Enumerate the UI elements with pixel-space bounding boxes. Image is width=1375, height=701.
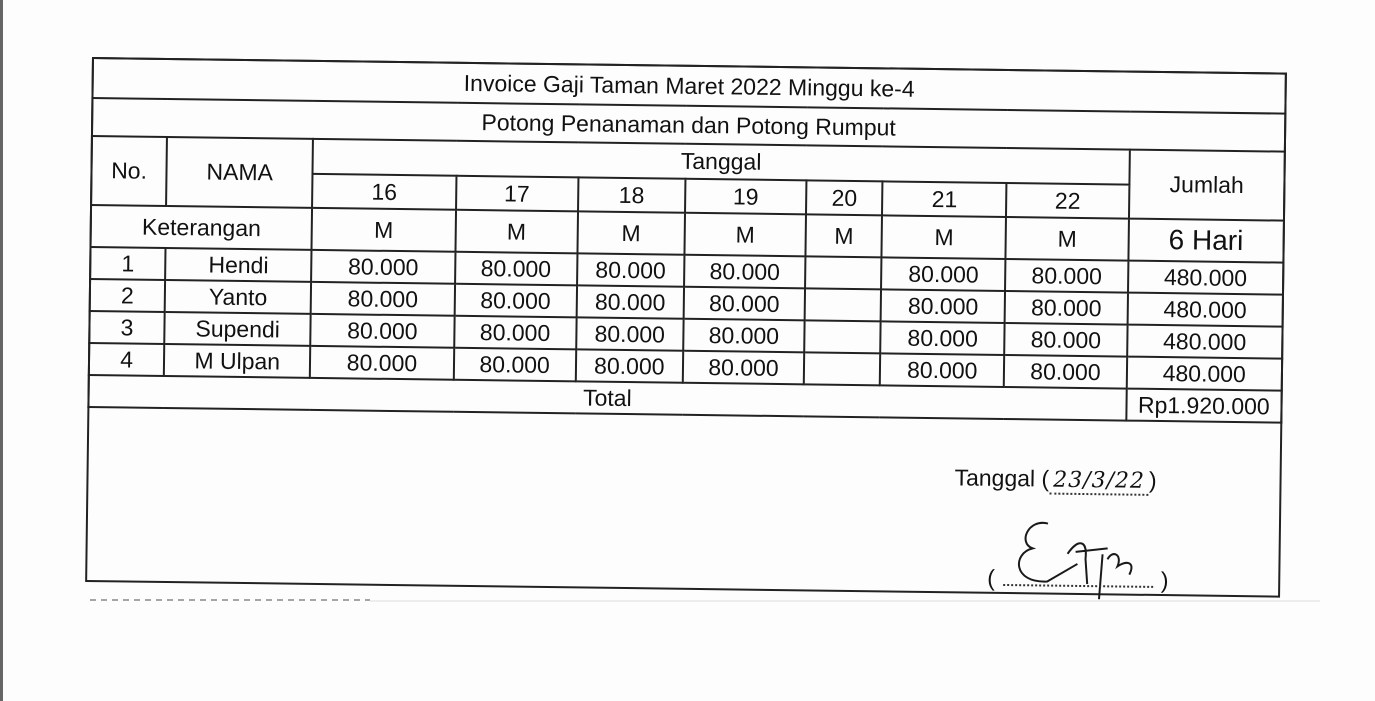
daily-wage: 80.000 [683,351,805,385]
daily-wage: 80.000 [881,257,1006,291]
employee-name: Yanto [165,280,312,314]
invoice-document [85,57,1287,598]
row-jumlah: 480.000 [1128,261,1284,295]
keterangan-code: M [806,214,883,257]
daily-wage: 80.000 [454,316,577,350]
header-date: 22 [1006,183,1129,219]
daily-wage [804,320,881,353]
invoice-title: Invoice Gaji Taman Maret 2022 Minggu ke-4 [92,58,1285,114]
daily-wage: 80.000 [880,321,1005,355]
row-number: 2 [90,279,166,312]
signature-date-line [954,464,1156,494]
daily-wage: 80.000 [1004,355,1127,389]
keterangan-code: M [312,208,456,252]
daily-wage: 80.000 [311,314,455,348]
daily-wage: 80.000 [310,346,454,380]
daily-wage: 80.000 [683,319,805,353]
daily-wage: 80.000 [1005,259,1128,293]
total-value: Rp1.920.000 [1126,389,1282,423]
header-date: 19 [685,179,807,215]
keterangan-code: M [882,215,1007,259]
daily-wage: 80.000 [311,282,455,316]
daily-wage: 80.000 [576,285,684,318]
daily-wage: 80.000 [576,349,684,382]
daily-wage: 80.000 [881,289,1006,323]
row-number: 3 [89,311,165,344]
daily-wage: 80.000 [577,253,685,286]
row-jumlah: 480.000 [1126,357,1282,391]
signature-area [87,411,1280,595]
header-tanggal: Tanggal [313,139,1130,185]
row-jumlah: 480.000 [1127,325,1283,359]
header-date: 20 [806,180,883,215]
daily-wage: 80.000 [1005,323,1128,357]
row-number: 4 [89,343,165,376]
daily-wage: 80.000 [576,317,684,350]
daily-wage: 80.000 [684,287,806,321]
scan-artifact-line [90,597,1320,603]
daily-wage: 80.000 [880,353,1005,387]
row-number: 1 [90,247,166,280]
name-close: ) [1160,567,1169,594]
name-open: ( [987,564,996,591]
keterangan-code: M [455,210,578,254]
daily-wage: 80.000 [684,255,806,289]
employee-name: Supendi [164,312,311,346]
daily-wage: 80.000 [311,250,455,284]
header-date: 17 [456,176,579,212]
date-close: ) [1148,466,1157,493]
header-date: 21 [882,181,1007,217]
employee-name: M Ulpan [164,344,311,378]
header-date: 16 [312,174,456,210]
daily-wage: 80.000 [453,348,576,382]
invoice-subtitle: Potong Penanaman dan Potong Rumput [92,98,1285,152]
keterangan-jumlah: 6 Hari [1128,219,1284,263]
daily-wage [805,288,882,321]
name-dots [1003,584,1153,588]
handwritten-date: 23/3/22 [1049,468,1149,496]
keterangan-code: M [1006,217,1129,261]
row-jumlah: 480.000 [1127,293,1283,327]
daily-wage [804,352,881,385]
header-keterangan: Keterangan [91,205,313,250]
total-label: Total [88,375,1126,421]
daily-wage: 80.000 [454,284,577,318]
daily-wage: 80.000 [1005,291,1128,325]
employee-name: Hendi [165,248,312,282]
header-no: No. [91,136,167,206]
date-label: Tanggal ( [954,464,1050,492]
header-jumlah: Jumlah [1129,150,1285,221]
daily-wage: 80.000 [455,252,578,286]
keterangan-code: M [577,211,685,254]
header-date: 18 [578,177,686,212]
keterangan-code: M [684,213,806,257]
invoice-table [87,57,1286,424]
signature-name-line [987,565,1169,594]
scan-left-edge [0,0,3,701]
daily-wage [805,256,882,289]
header-nama: NAMA [166,137,313,208]
